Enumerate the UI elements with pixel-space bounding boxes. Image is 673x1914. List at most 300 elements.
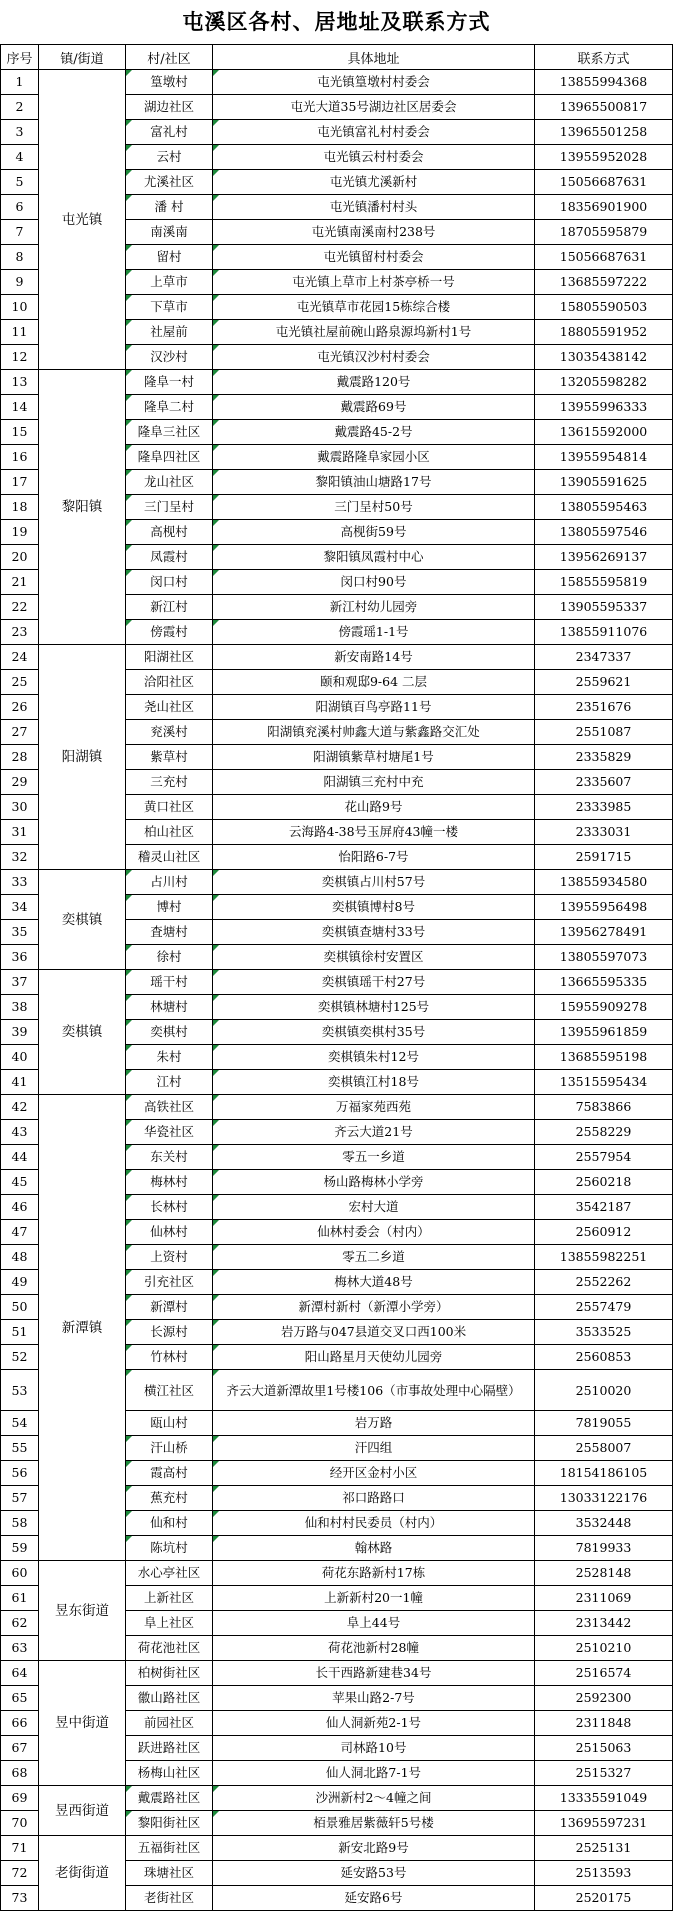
row-index: 54 — [1, 1411, 39, 1436]
address: 阳湖镇兖溪村帅鑫大道与紫鑫路交汇处 — [213, 720, 535, 745]
address: 颐和观邸9-64 二层 — [213, 670, 535, 695]
row-index: 35 — [1, 920, 39, 945]
village-name: 高铁社区 — [126, 1095, 213, 1120]
village-name: 瑶干村 — [126, 970, 213, 995]
village-name: 紫草村 — [126, 745, 213, 770]
row-index: 15 — [1, 420, 39, 445]
row-index: 63 — [1, 1636, 39, 1661]
row-index: 58 — [1, 1511, 39, 1536]
contact: 2335829 — [535, 745, 673, 770]
address: 齐云大道新潭故里1号楼106（市事故处理中心隔壁） — [213, 1370, 535, 1411]
table-row — [1, 1786, 673, 1811]
village-name: 三充村 — [126, 770, 213, 795]
row-index: 20 — [1, 545, 39, 570]
village-name: 隆阜三社区 — [126, 420, 213, 445]
row-index: 65 — [1, 1686, 39, 1711]
row-index: 8 — [1, 245, 39, 270]
address: 荷花池新村28幢 — [213, 1636, 535, 1661]
contact: 13855994368 — [535, 70, 673, 95]
address: 汗四组 — [213, 1436, 535, 1461]
contact: 13955996333 — [535, 395, 673, 420]
village-name: 尤溪社区 — [126, 170, 213, 195]
row-index: 49 — [1, 1270, 39, 1295]
village-name: 柏山社区 — [126, 820, 213, 845]
contact: 15056687631 — [535, 170, 673, 195]
row-index: 61 — [1, 1586, 39, 1611]
row-index: 68 — [1, 1761, 39, 1786]
address: 奕棋镇博村8号 — [213, 895, 535, 920]
row-index: 17 — [1, 470, 39, 495]
address: 齐云大道21号 — [213, 1120, 535, 1145]
row-index: 56 — [1, 1461, 39, 1486]
village-name: 老街社区 — [126, 1886, 213, 1911]
contact: 2528148 — [535, 1561, 673, 1586]
contact: 13665595335 — [535, 970, 673, 995]
address: 三门呈村50号 — [213, 495, 535, 520]
village-name: 上资村 — [126, 1245, 213, 1270]
address: 奕棋镇瑶干村27号 — [213, 970, 535, 995]
address: 怡阳路6-7号 — [213, 845, 535, 870]
contact: 3533525 — [535, 1320, 673, 1345]
contact: 2592300 — [535, 1686, 673, 1711]
row-index: 13 — [1, 370, 39, 395]
contact: 13033122176 — [535, 1486, 673, 1511]
row-index: 26 — [1, 695, 39, 720]
address: 新安南路14号 — [213, 645, 535, 670]
row-index: 69 — [1, 1786, 39, 1811]
village-name: 徐村 — [126, 945, 213, 970]
village-name: 篁墩村 — [126, 70, 213, 95]
address: 仙和村村民委员（村内） — [213, 1511, 535, 1536]
village-name: 下草市 — [126, 295, 213, 320]
address: 奕棋镇江村18号 — [213, 1070, 535, 1095]
village-name: 隆阜一村 — [126, 370, 213, 395]
row-index: 53 — [1, 1370, 39, 1411]
row-index: 67 — [1, 1736, 39, 1761]
contact: 15056687631 — [535, 245, 673, 270]
address: 屯光镇汉沙村村委会 — [213, 345, 535, 370]
address: 阳湖镇百鸟亭路11号 — [213, 695, 535, 720]
contact: 13965500817 — [535, 95, 673, 120]
village-name: 新潭村 — [126, 1295, 213, 1320]
village-name: 引充社区 — [126, 1270, 213, 1295]
address: 经开区金村小区 — [213, 1461, 535, 1486]
address: 奕棋镇奕棋村35号 — [213, 1020, 535, 1045]
contact: 2551087 — [535, 720, 673, 745]
town-name: 昱西街道 — [39, 1786, 126, 1836]
row-index: 72 — [1, 1861, 39, 1886]
address: 新江村幼儿园旁 — [213, 595, 535, 620]
contact: 15955909278 — [535, 995, 673, 1020]
address: 戴震路隆阜家园小区 — [213, 445, 535, 470]
header-row — [1, 45, 673, 70]
address: 上新新村20一1幢 — [213, 1586, 535, 1611]
address: 仙人洞北路7-1号 — [213, 1761, 535, 1786]
village-name: 长源村 — [126, 1320, 213, 1345]
address: 屯光镇尤溪新村 — [213, 170, 535, 195]
contact: 13956269137 — [535, 545, 673, 570]
village-name: 尧山社区 — [126, 695, 213, 720]
address: 零五二乡道 — [213, 1245, 535, 1270]
village-name: 瓯山村 — [126, 1411, 213, 1436]
row-index: 60 — [1, 1561, 39, 1586]
row-index: 23 — [1, 620, 39, 645]
row-index: 28 — [1, 745, 39, 770]
address: 奕棋镇占川村57号 — [213, 870, 535, 895]
row-index: 5 — [1, 170, 39, 195]
village-name: 龙山社区 — [126, 470, 213, 495]
row-index: 30 — [1, 795, 39, 820]
contact: 2525131 — [535, 1836, 673, 1861]
row-index: 44 — [1, 1145, 39, 1170]
address: 傍霞瑶1-1号 — [213, 620, 535, 645]
village-name: 前园社区 — [126, 1711, 213, 1736]
town-name: 老街街道 — [39, 1836, 126, 1911]
table-row — [1, 1561, 673, 1586]
row-index: 59 — [1, 1536, 39, 1561]
town-name: 奕棋镇 — [39, 970, 126, 1095]
village-name: 凤霞村 — [126, 545, 213, 570]
row-index: 29 — [1, 770, 39, 795]
contact: 13955956498 — [535, 895, 673, 920]
contact: 2560912 — [535, 1220, 673, 1245]
address: 屯光镇南溪南村238号 — [213, 220, 535, 245]
row-index: 2 — [1, 95, 39, 120]
village-name: 富礼村 — [126, 120, 213, 145]
address: 戴震路120号 — [213, 370, 535, 395]
village-name: 陈坑村 — [126, 1536, 213, 1561]
village-name: 徽山路社区 — [126, 1686, 213, 1711]
contact: 15805590503 — [535, 295, 673, 320]
row-index: 73 — [1, 1886, 39, 1911]
contact: 2520175 — [535, 1886, 673, 1911]
contact: 2557479 — [535, 1295, 673, 1320]
row-index: 50 — [1, 1295, 39, 1320]
contact: 2510020 — [535, 1370, 673, 1411]
address: 奕棋镇林塘村125号 — [213, 995, 535, 1020]
row-index: 45 — [1, 1170, 39, 1195]
address: 荷花东路新村17栋 — [213, 1561, 535, 1586]
contact: 2516574 — [535, 1661, 673, 1686]
contact: 2552262 — [535, 1270, 673, 1295]
town-name: 昱东街道 — [39, 1561, 126, 1661]
address: 仙人洞新苑2-1号 — [213, 1711, 535, 1736]
contact: 13805597546 — [535, 520, 673, 545]
row-index: 12 — [1, 345, 39, 370]
row-index: 47 — [1, 1220, 39, 1245]
row-index: 10 — [1, 295, 39, 320]
row-index: 64 — [1, 1661, 39, 1686]
contact: 13855982251 — [535, 1245, 673, 1270]
town-name: 黎阳镇 — [39, 370, 126, 645]
table-row — [1, 970, 673, 995]
contact: 7583866 — [535, 1095, 673, 1120]
contact: 7819055 — [535, 1411, 673, 1436]
contact: 13855934580 — [535, 870, 673, 895]
village-name: 博村 — [126, 895, 213, 920]
address: 戴震路69号 — [213, 395, 535, 420]
address: 长干西路新建巷34号 — [213, 1661, 535, 1686]
contact: 2591715 — [535, 845, 673, 870]
row-index: 22 — [1, 595, 39, 620]
table-row — [1, 1661, 673, 1686]
village-name: 社屋前 — [126, 320, 213, 345]
row-index: 55 — [1, 1436, 39, 1461]
row-index: 62 — [1, 1611, 39, 1636]
row-index: 39 — [1, 1020, 39, 1045]
table-row — [1, 870, 673, 895]
address: 云海路4-38号玉屏府43幢一楼 — [213, 820, 535, 845]
village-name: 高枧村 — [126, 520, 213, 545]
row-index: 36 — [1, 945, 39, 970]
row-index: 70 — [1, 1811, 39, 1836]
village-name: 梅林村 — [126, 1170, 213, 1195]
row-index: 4 — [1, 145, 39, 170]
address: 奕棋镇徐村安置区 — [213, 945, 535, 970]
row-index: 18 — [1, 495, 39, 520]
village-name: 汉沙村 — [126, 345, 213, 370]
address: 奕棋镇朱村12号 — [213, 1045, 535, 1070]
address: 新潭村新村（新潭小学旁） — [213, 1295, 535, 1320]
contact: 13695597231 — [535, 1811, 673, 1836]
row-index: 48 — [1, 1245, 39, 1270]
address: 仙林村委会（村内） — [213, 1220, 535, 1245]
row-index: 6 — [1, 195, 39, 220]
village-name: 仙和村 — [126, 1511, 213, 1536]
address: 阳湖镇三充村中充 — [213, 770, 535, 795]
table-body — [1, 70, 673, 1911]
contact: 3542187 — [535, 1195, 673, 1220]
row-index: 52 — [1, 1345, 39, 1370]
village-name: 仙林村 — [126, 1220, 213, 1245]
table-row — [1, 645, 673, 670]
village-name: 荷花池社区 — [126, 1636, 213, 1661]
address: 延安路53号 — [213, 1861, 535, 1886]
contact: 2557954 — [535, 1145, 673, 1170]
village-name: 杨梅山社区 — [126, 1761, 213, 1786]
contact: 13855911076 — [535, 620, 673, 645]
header-index: 序号 — [1, 45, 39, 70]
village-name: 兖溪村 — [126, 720, 213, 745]
address: 沙洲新村2～4幢之间 — [213, 1786, 535, 1811]
contact: 13515595434 — [535, 1070, 673, 1095]
town-name: 屯光镇 — [39, 70, 126, 370]
address: 高枧街59号 — [213, 520, 535, 545]
table-row — [1, 1095, 673, 1120]
contact: 2333031 — [535, 820, 673, 845]
row-index: 31 — [1, 820, 39, 845]
contact: 13805595463 — [535, 495, 673, 520]
row-index: 34 — [1, 895, 39, 920]
address: 黎阳镇油山塘路17号 — [213, 470, 535, 495]
table-row — [1, 70, 673, 95]
contact: 13956278491 — [535, 920, 673, 945]
village-name: 竹林村 — [126, 1345, 213, 1370]
address: 祁口路路口 — [213, 1486, 535, 1511]
address: 屯光镇留村村委会 — [213, 245, 535, 270]
header-contact: 联系方式 — [535, 45, 673, 70]
row-index: 16 — [1, 445, 39, 470]
village-name: 上新社区 — [126, 1586, 213, 1611]
village-name: 珠塘社区 — [126, 1861, 213, 1886]
contact: 13615592000 — [535, 420, 673, 445]
contact: 15855595819 — [535, 570, 673, 595]
contact: 2311069 — [535, 1586, 673, 1611]
village-name: 稽灵山社区 — [126, 845, 213, 870]
address: 延安路6号 — [213, 1886, 535, 1911]
village-name: 留村 — [126, 245, 213, 270]
address: 万福家苑西苑 — [213, 1095, 535, 1120]
table-row — [1, 370, 673, 395]
address: 屯光大道35号湖边社区居委会 — [213, 95, 535, 120]
row-index: 51 — [1, 1320, 39, 1345]
contact: 13955954814 — [535, 445, 673, 470]
address: 新安北路9号 — [213, 1836, 535, 1861]
village-name: 汗山桥 — [126, 1436, 213, 1461]
address: 屯光镇篁墩村村委会 — [213, 70, 535, 95]
row-index: 32 — [1, 845, 39, 870]
contact: 13685597222 — [535, 270, 673, 295]
row-index: 1 — [1, 70, 39, 95]
contact: 2351676 — [535, 695, 673, 720]
document-title: 屯溪区各村、居地址及联系方式 — [182, 10, 491, 34]
village-name: 黄口社区 — [126, 795, 213, 820]
row-index: 7 — [1, 220, 39, 245]
town-name: 昱中街道 — [39, 1661, 126, 1786]
contact: 18805591952 — [535, 320, 673, 345]
village-name: 奕棋村 — [126, 1020, 213, 1045]
contact: 2513593 — [535, 1861, 673, 1886]
row-index: 46 — [1, 1195, 39, 1220]
contact: 2313442 — [535, 1611, 673, 1636]
row-index: 57 — [1, 1486, 39, 1511]
contact: 13205598282 — [535, 370, 673, 395]
table-row — [1, 1836, 673, 1861]
address: 栢景雅居紫薇轩5号楼 — [213, 1811, 535, 1836]
address: 黎阳镇凤霞村中心 — [213, 545, 535, 570]
row-index: 42 — [1, 1095, 39, 1120]
address: 杨山路梅林小学旁 — [213, 1170, 535, 1195]
address: 岩万路 — [213, 1411, 535, 1436]
row-index: 9 — [1, 270, 39, 295]
village-name: 霞高村 — [126, 1461, 213, 1486]
contact: 2515327 — [535, 1761, 673, 1786]
contact: 2311848 — [535, 1711, 673, 1736]
row-index: 71 — [1, 1836, 39, 1861]
village-name: 东关村 — [126, 1145, 213, 1170]
address: 司林路10号 — [213, 1736, 535, 1761]
address: 阜上44号 — [213, 1611, 535, 1636]
village-name: 隆阜二村 — [126, 395, 213, 420]
contact: 13035438142 — [535, 345, 673, 370]
contact: 13685595198 — [535, 1045, 673, 1070]
address: 零五一乡道 — [213, 1145, 535, 1170]
village-name: 江村 — [126, 1070, 213, 1095]
row-index: 3 — [1, 120, 39, 145]
header-address: 具体地址 — [213, 45, 535, 70]
address: 闵口村90号 — [213, 570, 535, 595]
header-town: 镇/街道 — [39, 45, 126, 70]
village-name: 南溪南 — [126, 220, 213, 245]
village-name: 潘 村 — [126, 195, 213, 220]
address: 屯光镇富礼村村委会 — [213, 120, 535, 145]
village-name: 跃进路社区 — [126, 1736, 213, 1761]
row-index: 24 — [1, 645, 39, 670]
village-name: 上草市 — [126, 270, 213, 295]
village-name: 闵口村 — [126, 570, 213, 595]
row-index: 19 — [1, 520, 39, 545]
row-index: 66 — [1, 1711, 39, 1736]
row-index: 40 — [1, 1045, 39, 1070]
row-index: 37 — [1, 970, 39, 995]
contact: 2560853 — [535, 1345, 673, 1370]
row-index: 33 — [1, 870, 39, 895]
village-name: 横江社区 — [126, 1370, 213, 1411]
town-name: 新潭镇 — [39, 1095, 126, 1561]
row-index: 38 — [1, 995, 39, 1020]
contact: 2558229 — [535, 1120, 673, 1145]
village-name: 长林村 — [126, 1195, 213, 1220]
village-name: 林塘村 — [126, 995, 213, 1020]
address: 屯光镇社屋前碗山路泉源坞新村1号 — [213, 320, 535, 345]
village-name: 戴震路社区 — [126, 1786, 213, 1811]
address: 屯光镇上草市上村茶亭桥一号 — [213, 270, 535, 295]
village-name: 云村 — [126, 145, 213, 170]
address: 翰林路 — [213, 1536, 535, 1561]
address: 梅林大道48号 — [213, 1270, 535, 1295]
contact: 13955961859 — [535, 1020, 673, 1045]
village-name: 朱村 — [126, 1045, 213, 1070]
row-index: 41 — [1, 1070, 39, 1095]
address: 戴震路45-2号 — [213, 420, 535, 445]
contact: 13805597073 — [535, 945, 673, 970]
village-name: 阜上社区 — [126, 1611, 213, 1636]
row-index: 25 — [1, 670, 39, 695]
village-name: 洽阳社区 — [126, 670, 213, 695]
contact: 13335591049 — [535, 1786, 673, 1811]
contact: 7819933 — [535, 1536, 673, 1561]
address: 阳湖镇紫草村塘尾1号 — [213, 745, 535, 770]
contact: 2560218 — [535, 1170, 673, 1195]
contact: 2510210 — [535, 1636, 673, 1661]
address: 屯光镇草市花园15栋综合楼 — [213, 295, 535, 320]
contact: 2347337 — [535, 645, 673, 670]
village-name: 隆阜四社区 — [126, 445, 213, 470]
town-name: 阳湖镇 — [39, 645, 126, 870]
contact: 3532448 — [535, 1511, 673, 1536]
town-name: 奕棋镇 — [39, 870, 126, 970]
contact-table — [0, 44, 673, 1911]
row-index: 21 — [1, 570, 39, 595]
contact: 2558007 — [535, 1436, 673, 1461]
village-name: 新江村 — [126, 595, 213, 620]
contact: 2333985 — [535, 795, 673, 820]
contact: 2559621 — [535, 670, 673, 695]
contact: 13955952028 — [535, 145, 673, 170]
row-index: 27 — [1, 720, 39, 745]
village-name: 黎阳街社区 — [126, 1811, 213, 1836]
address: 奕棋镇查塘村33号 — [213, 920, 535, 945]
address: 岩万路与047县道交叉口西100米 — [213, 1320, 535, 1345]
village-name: 华瓷社区 — [126, 1120, 213, 1145]
village-name: 五福街社区 — [126, 1836, 213, 1861]
contact: 13905595337 — [535, 595, 673, 620]
contact: 18356901900 — [535, 195, 673, 220]
row-index: 43 — [1, 1120, 39, 1145]
contact: 2335607 — [535, 770, 673, 795]
contact: 18705595879 — [535, 220, 673, 245]
address: 宏村大道 — [213, 1195, 535, 1220]
